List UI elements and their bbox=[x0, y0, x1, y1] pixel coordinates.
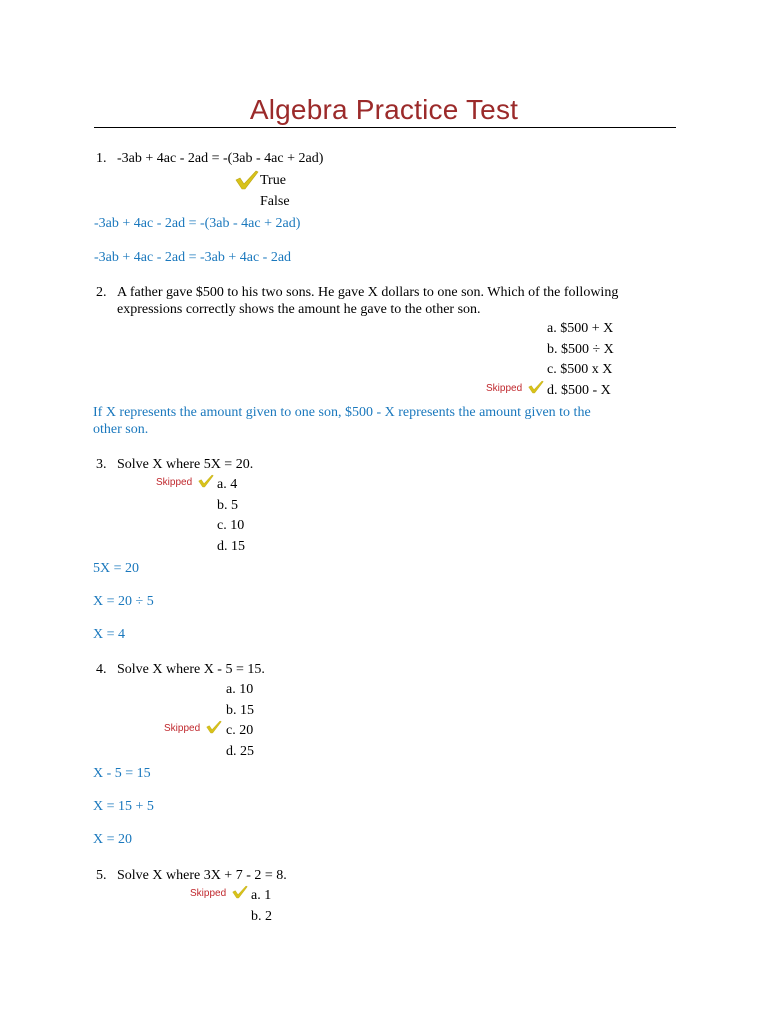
explanation-line: -3ab + 4ac - 2ad = -3ab + 4ac - 2ad bbox=[94, 250, 292, 265]
checkmark-icon bbox=[206, 719, 222, 735]
explanation-line: X = 20 ÷ 5 bbox=[93, 594, 154, 609]
option-a[interactable]: a. 4 bbox=[217, 477, 238, 492]
title-underline bbox=[94, 127, 676, 128]
explanation-line: X = 20 bbox=[93, 832, 133, 847]
question-number: 2. bbox=[96, 285, 107, 300]
question-number: 5. bbox=[96, 868, 107, 883]
question-text: Solve X where 3X + 7 - 2 = 8. bbox=[117, 868, 287, 883]
skipped-label: Skipped bbox=[164, 723, 201, 734]
option-b[interactable]: b. 15 bbox=[226, 703, 254, 718]
question-number: 1. bbox=[96, 151, 107, 166]
explanation-line: other son. bbox=[93, 422, 149, 437]
option-a[interactable]: a. 1 bbox=[251, 888, 272, 903]
option-d[interactable]: d. 25 bbox=[226, 744, 254, 759]
option-a[interactable]: a. 10 bbox=[226, 682, 254, 697]
option-b[interactable]: b. 2 bbox=[251, 909, 272, 924]
page-title: Algebra Practice Test bbox=[249, 94, 519, 125]
option-c[interactable]: c. $500 x X bbox=[547, 362, 613, 377]
option-b[interactable]: b. 5 bbox=[217, 498, 238, 513]
skipped-label: Skipped bbox=[486, 383, 523, 394]
option-c[interactable]: c. 10 bbox=[217, 518, 245, 533]
explanation-line: X = 4 bbox=[93, 627, 126, 642]
question-text: Solve X where 5X = 20. bbox=[117, 457, 254, 472]
question-text: Solve X where X - 5 = 15. bbox=[117, 662, 265, 677]
option-b[interactable]: b. $500 ÷ X bbox=[547, 342, 614, 357]
question-text: expressions correctly shows the amount he gave to the other son. bbox=[117, 302, 481, 317]
question-text: -3ab + 4ac - 2ad = -(3ab - 4ac + 2ad) bbox=[117, 151, 324, 166]
option-false[interactable]: False bbox=[260, 194, 290, 209]
question-number: 4. bbox=[96, 662, 107, 677]
checkmark-icon bbox=[232, 884, 248, 900]
checkmark-icon bbox=[235, 170, 259, 190]
option-c[interactable]: c. 20 bbox=[226, 723, 254, 738]
skipped-label: Skipped bbox=[156, 477, 193, 488]
question-number: 3. bbox=[96, 457, 107, 472]
checkmark-icon bbox=[198, 473, 214, 489]
skipped-label: Skipped bbox=[190, 888, 227, 899]
checkmark-icon bbox=[528, 379, 544, 395]
explanation-line: X = 15 + 5 bbox=[93, 799, 154, 814]
explanation-line: If X represents the amount given to one son, $500 - X represents the amount given to the bbox=[93, 405, 591, 420]
option-a[interactable]: a. $500 + X bbox=[547, 321, 614, 336]
explanation-line: 5X = 20 bbox=[93, 561, 140, 576]
explanation-line: -3ab + 4ac - 2ad = -(3ab - 4ac + 2ad) bbox=[94, 216, 301, 231]
option-d[interactable]: d. $500 - X bbox=[547, 383, 611, 398]
option-d[interactable]: d. 15 bbox=[217, 539, 245, 554]
question-text: A father gave $500 to his two sons. He gave X dollars to one son. Which of the following bbox=[117, 285, 619, 300]
option-true[interactable]: True bbox=[260, 173, 286, 188]
explanation-line: X - 5 = 15 bbox=[93, 766, 151, 781]
